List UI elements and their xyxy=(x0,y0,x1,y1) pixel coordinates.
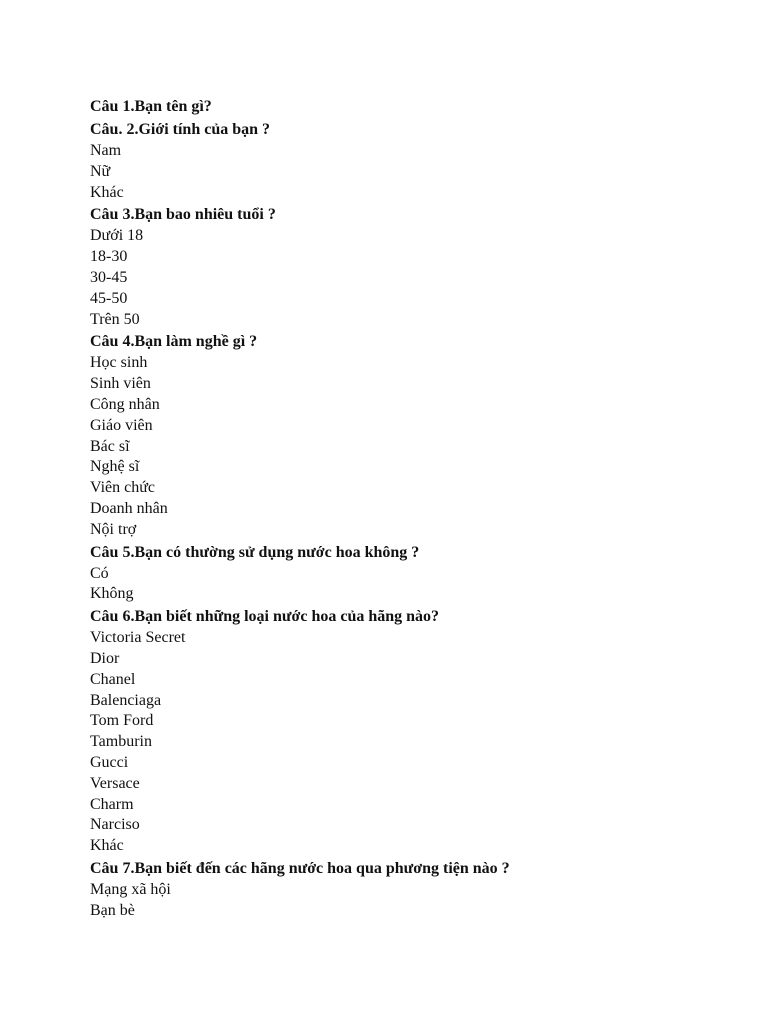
answer-option: Có xyxy=(90,564,109,582)
question-title-1: Câu 1.Bạn tên gì? xyxy=(90,98,212,115)
answer-option: Victoria Secret xyxy=(90,629,186,647)
answer-option: 18-30 xyxy=(90,248,128,266)
answer-option: Nữ xyxy=(90,162,111,180)
answer-option: Tamburin xyxy=(90,733,152,751)
answer-option: Dior xyxy=(90,649,120,667)
question-title-4: Câu 4.Bạn làm nghề gì ? xyxy=(90,333,258,351)
question-title-6: Câu 6.Bạn biết những loại nước hoa của hãng nào? xyxy=(90,608,440,626)
answer-option: Khác xyxy=(90,837,124,855)
answer-option: Narciso xyxy=(90,816,140,834)
question-block-4 xyxy=(90,330,730,540)
answer-option: Nghệ sĩ xyxy=(90,458,140,476)
question-block-3 xyxy=(90,203,730,330)
question-block-6 xyxy=(90,605,730,857)
answer-option: Nam xyxy=(90,142,122,159)
answer-option: Công nhân xyxy=(90,395,160,413)
answer-option: Dưới 18 xyxy=(90,227,144,245)
answer-option: Viên chức xyxy=(90,479,156,497)
answer-option: Học sinh xyxy=(90,354,148,372)
answer-option: Doanh nhân xyxy=(90,499,168,517)
answer-option: Charm xyxy=(90,795,134,813)
question-block-2 xyxy=(90,118,730,203)
answer-option: Chanel xyxy=(90,670,136,688)
question-title-2: Câu. 2.Giới tính của bạn ? xyxy=(90,121,271,138)
answer-option: Khác xyxy=(90,183,124,201)
question-title-7: Câu 7.Bạn biết đến các hãng nước hoa qua phương tiện nào ? xyxy=(90,859,510,877)
answer-option: 30-45 xyxy=(90,268,128,286)
question-block-1 xyxy=(90,95,730,118)
question-block-7 xyxy=(90,857,730,922)
answer-option: Không xyxy=(90,585,134,603)
answer-option: Bạn bè xyxy=(90,901,135,919)
answer-option: 45-50 xyxy=(90,289,128,307)
answer-option: Giáo viên xyxy=(90,416,153,434)
answer-option: Nội trợ xyxy=(90,520,137,538)
answer-option: Bác sĩ xyxy=(90,437,130,455)
answer-option: Mạng xã hội xyxy=(90,880,171,898)
question-block-5 xyxy=(90,541,730,606)
answer-option: Versace xyxy=(90,774,140,792)
question-title-5: Câu 5.Bạn có thường sử dụng nước hoa không ? xyxy=(90,543,420,561)
question-title-3: Câu 3.Bạn bao nhiêu tuổi ? xyxy=(90,206,276,224)
answer-option: Sinh viên xyxy=(90,375,151,393)
answer-option: Balenciaga xyxy=(90,691,162,709)
answer-option: Tom Ford xyxy=(90,712,154,730)
answer-option: Gucci xyxy=(90,753,129,771)
survey-document xyxy=(90,95,730,922)
answer-option: Trên 50 xyxy=(90,310,140,328)
